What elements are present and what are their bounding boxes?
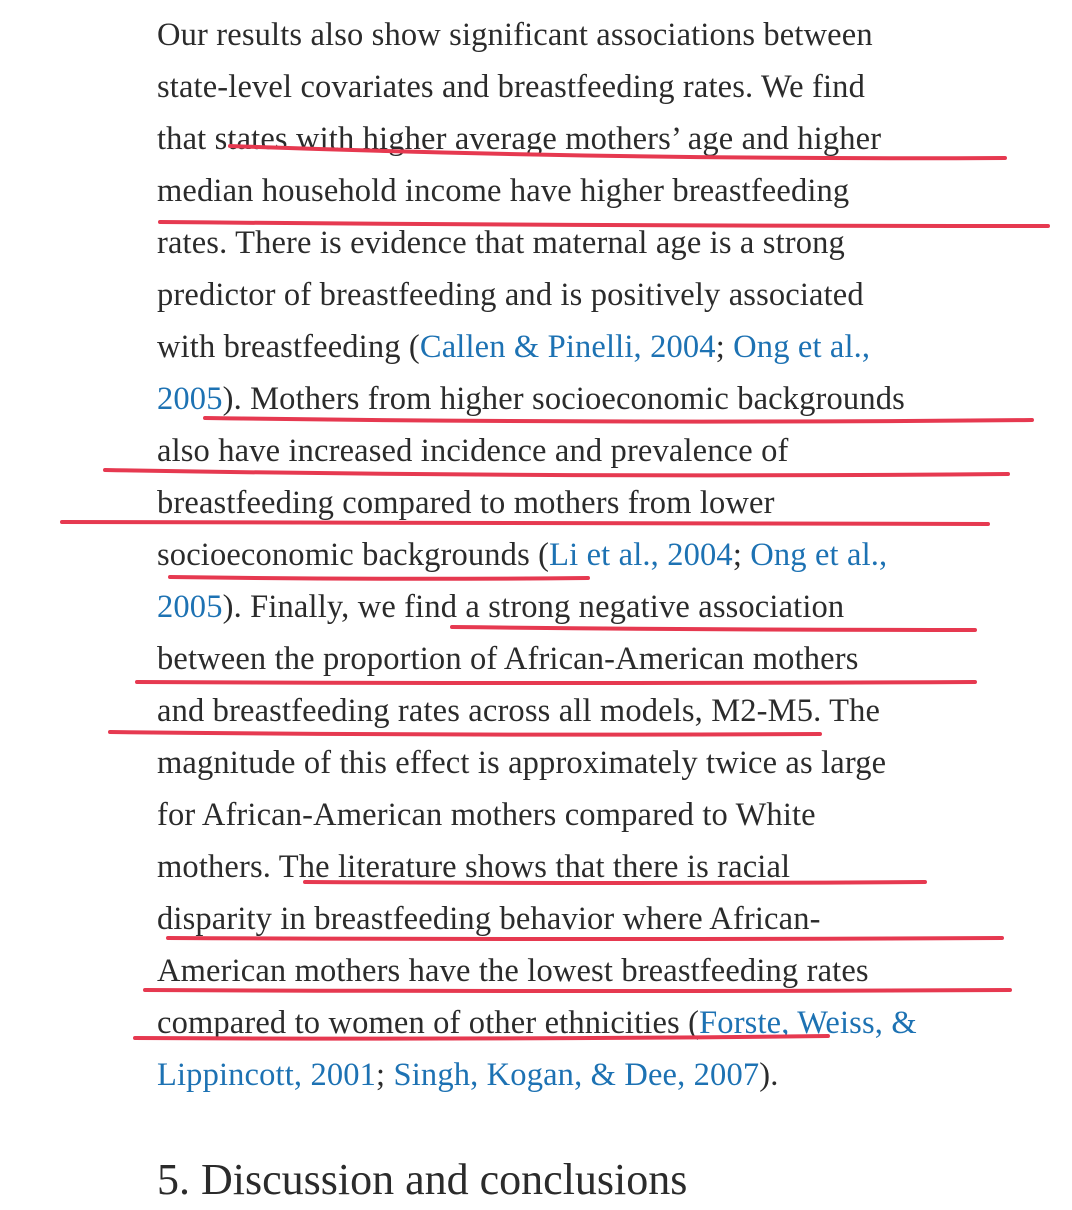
text-line xyxy=(157,113,881,165)
line-text: predictor of breastfeeding and is positively associated xyxy=(157,277,864,313)
text-line xyxy=(157,1049,779,1101)
citation-link[interactable]: Lippincott, 2001 xyxy=(157,1057,377,1093)
line-text: rates. There is evidence that maternal age is a strong xyxy=(157,225,845,261)
line-text: ; xyxy=(732,537,751,573)
section-heading-partial: 5. Discussion and conclusions xyxy=(157,1155,688,1204)
text-line xyxy=(157,321,870,373)
text-line xyxy=(157,841,790,893)
text-line xyxy=(157,373,905,425)
text-line xyxy=(157,217,845,269)
text-line xyxy=(157,9,873,61)
text-line xyxy=(157,633,859,685)
citation-link[interactable]: Forste, Weiss, & xyxy=(699,1005,917,1041)
line-text: mothers. The literature shows that there is racial xyxy=(157,849,791,885)
text-line xyxy=(157,997,917,1049)
line-text: ; xyxy=(715,329,734,365)
text-line xyxy=(157,165,849,217)
line-text: American mothers have the lowest breastfeeding rates xyxy=(157,953,869,989)
line-text: disparity in breastfeeding behavior where African- xyxy=(157,901,821,937)
line-text: socioeconomic backgrounds ( xyxy=(157,537,550,573)
text-line xyxy=(157,269,864,321)
line-text: median household income have higher breastfeeding xyxy=(157,173,850,209)
text-line xyxy=(157,685,880,737)
text-line xyxy=(157,789,816,841)
text-line xyxy=(157,893,821,945)
line-text: ). Mothers from higher socioeconomic backgrounds xyxy=(222,381,905,417)
line-text: and breastfeeding rates across all models, M2-M5. The xyxy=(157,693,881,729)
text-line xyxy=(157,581,844,633)
line-text: ). Finally, we find a strong negative association xyxy=(222,589,845,625)
citation-link[interactable]: Callen & Pinelli, 2004 xyxy=(419,329,716,365)
line-text: magnitude of this effect is approximately twice as large xyxy=(157,745,887,781)
line-text: state-level covariates and breastfeeding rates. We find xyxy=(157,69,865,105)
citation-link[interactable]: Li et al., 2004 xyxy=(549,537,733,573)
line-text: compared to women of other ethnicities ( xyxy=(157,1005,700,1041)
text-line xyxy=(157,425,788,477)
line-text: for African-American mothers compared to White xyxy=(157,797,816,833)
line-text: Our results also show significant associations between xyxy=(157,17,873,53)
line-text: also have increased incidence and prevalence of xyxy=(157,433,789,469)
text-line xyxy=(157,529,887,581)
citation-link[interactable]: Ong et al., xyxy=(733,329,871,365)
text-line xyxy=(157,945,869,997)
citation-link[interactable]: Singh, Kogan, & Dee, 2007 xyxy=(393,1057,760,1093)
line-text: breastfeeding compared to mothers from lower xyxy=(157,485,775,521)
text-line xyxy=(157,477,775,529)
citation-link[interactable]: 2005 xyxy=(157,589,223,625)
line-text: that states with higher average mothers’ age and higher xyxy=(157,121,882,157)
citation-link[interactable]: 2005 xyxy=(157,381,223,417)
text-line xyxy=(157,737,886,789)
text-line xyxy=(157,61,865,113)
line-text: between the proportion of African-American mothers xyxy=(157,641,859,677)
citation-link[interactable]: Ong et al., xyxy=(750,537,888,573)
line-text: ). xyxy=(759,1057,779,1093)
line-text: with breastfeeding ( xyxy=(157,329,420,365)
line-text: ; xyxy=(376,1057,394,1093)
